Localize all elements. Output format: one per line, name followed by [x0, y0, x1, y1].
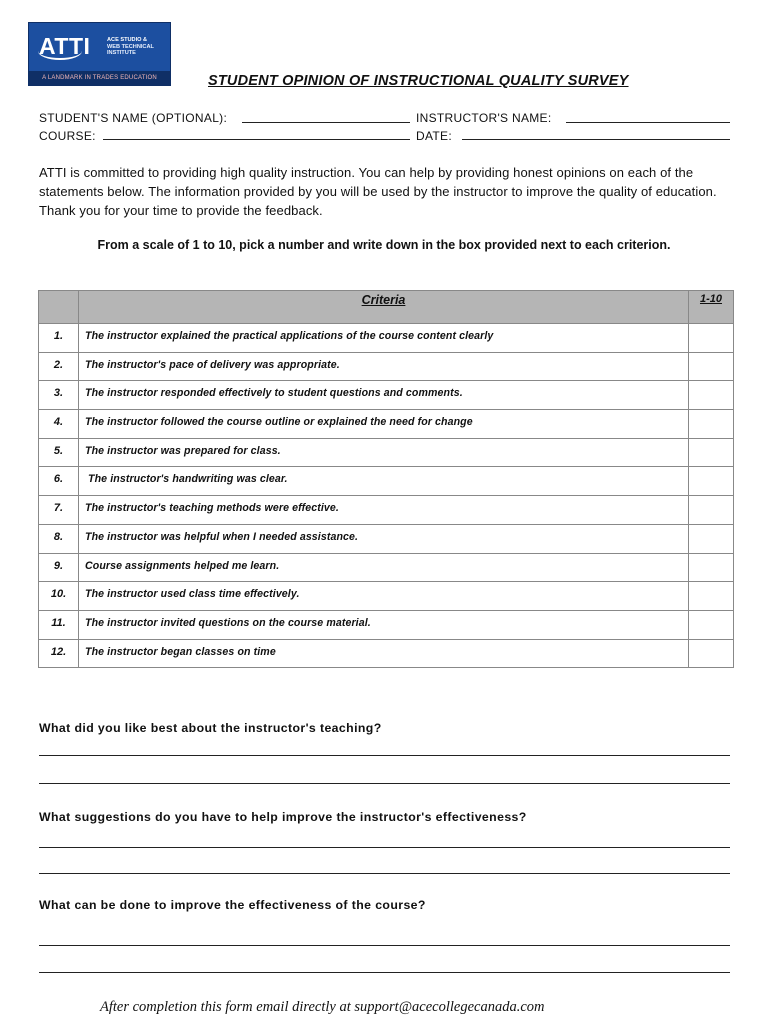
table-row: [39, 610, 734, 639]
rating-box[interactable]: [689, 438, 734, 467]
row-criterion: The instructor used class time effectively.: [79, 582, 689, 611]
header-criteria: Criteria: [79, 291, 689, 324]
atti-logo: [28, 22, 171, 86]
row-criterion: The instructor's pace of delivery was appropriate.: [79, 352, 689, 381]
rating-box[interactable]: [689, 324, 734, 353]
row-number: 11.: [39, 610, 79, 639]
table-row: [39, 352, 734, 381]
row-number: 2.: [39, 352, 79, 381]
row-number: 7.: [39, 496, 79, 525]
logo-brand: ATTI: [39, 33, 91, 59]
table-row: [39, 553, 734, 582]
row-criterion: The instructor began classes on time: [79, 639, 689, 668]
rating-box[interactable]: [689, 610, 734, 639]
rating-box[interactable]: [689, 639, 734, 668]
logo-name: [107, 37, 169, 57]
row-number: 1.: [39, 324, 79, 353]
table-row: [39, 582, 734, 611]
table-row: [39, 438, 734, 467]
answer-line[interactable]: [39, 945, 730, 946]
row-number: 6.: [39, 467, 79, 496]
row-criterion: The instructor followed the course outline or explained the need for change: [79, 410, 689, 439]
row-criterion: The instructor explained the practical applications of the course content clearly: [79, 324, 689, 353]
question-best: What did you like best about the instructor's teaching?: [39, 721, 382, 735]
intro-paragraph: ATTI is committed to providing high quality instruction. You can help by providing honest opinions on each of the statements below. The information provided by you will be used by the instructor to improve the quality of education. Thank you for your time to provide the feedback.: [39, 165, 717, 218]
row-criterion: The instructor was prepared for class.: [79, 438, 689, 467]
rating-box[interactable]: [689, 410, 734, 439]
header-scale: 1-10: [689, 291, 734, 324]
page-title: STUDENT OPINION OF INSTRUCTIONAL QUALITY SURVEY: [208, 73, 629, 89]
answer-line[interactable]: [39, 847, 730, 848]
table-row: [39, 381, 734, 410]
rating-box[interactable]: [689, 524, 734, 553]
question-course: What can be done to improve the effectiveness of the course?: [39, 898, 426, 912]
header-blank-cell: [39, 291, 79, 324]
table-row: [39, 524, 734, 553]
row-criterion: The instructor was helpful when I needed assistance.: [79, 524, 689, 553]
row-number: 9.: [39, 553, 79, 582]
row-number: 3.: [39, 381, 79, 410]
table-row: [39, 410, 734, 439]
logo-name-line: INSTITUTE: [107, 50, 136, 56]
course-label: COURSE:: [39, 129, 96, 143]
row-criterion: Course assignments helped me learn.: [79, 553, 689, 582]
course-field[interactable]: [103, 139, 410, 140]
row-number: 10.: [39, 582, 79, 611]
rating-box[interactable]: [689, 553, 734, 582]
row-number: 5.: [39, 438, 79, 467]
row-number: 8.: [39, 524, 79, 553]
answer-line[interactable]: [39, 873, 730, 874]
row-criterion: The instructor's teaching methods were effective.: [79, 496, 689, 525]
answer-line[interactable]: [39, 755, 730, 756]
logo-name-line: WEB TECHNICAL: [107, 43, 154, 50]
footer-note: After completion this form email directly at support@acecollegecanada.com: [100, 999, 545, 1015]
rating-box[interactable]: [689, 467, 734, 496]
answer-line[interactable]: [39, 783, 730, 784]
instructor-name-label: INSTRUCTOR'S NAME:: [416, 111, 552, 125]
rating-box[interactable]: [689, 352, 734, 381]
student-name-field[interactable]: [242, 122, 410, 123]
rating-box[interactable]: [689, 496, 734, 525]
table-header-row: [39, 291, 734, 324]
logo-tagline: A LANDMARK IN TRADES EDUCATION: [29, 71, 170, 85]
table-row: [39, 324, 734, 353]
criteria-table: [38, 290, 734, 668]
logo-name-line: ACE STUDIO &: [107, 37, 148, 43]
question-suggestions: What suggestions do you have to help improve the instructor's effectiveness?: [39, 810, 527, 824]
instructor-name-field[interactable]: [566, 122, 730, 123]
row-criterion: The instructor's handwriting was clear.: [79, 467, 689, 496]
row-number: 12.: [39, 639, 79, 668]
row-number: 4.: [39, 410, 79, 439]
row-criterion: The instructor responded effectively to student questions and comments.: [79, 381, 689, 410]
logo-swoosh-icon: [38, 42, 82, 60]
date-field[interactable]: [462, 139, 730, 140]
row-criterion: The instructor invited questions on the course material.: [79, 610, 689, 639]
date-label: DATE:: [416, 129, 452, 143]
answer-line[interactable]: [39, 972, 730, 973]
table-row: [39, 496, 734, 525]
scale-instruction: From a scale of 1 to 10, pick a number and write down in the box provided next to each criterion.: [97, 238, 671, 252]
table-row: [39, 467, 734, 496]
student-name-label: STUDENT'S NAME (OPTIONAL):: [39, 111, 228, 125]
table-row: [39, 639, 734, 668]
rating-box[interactable]: [689, 582, 734, 611]
rating-box[interactable]: [689, 381, 734, 410]
